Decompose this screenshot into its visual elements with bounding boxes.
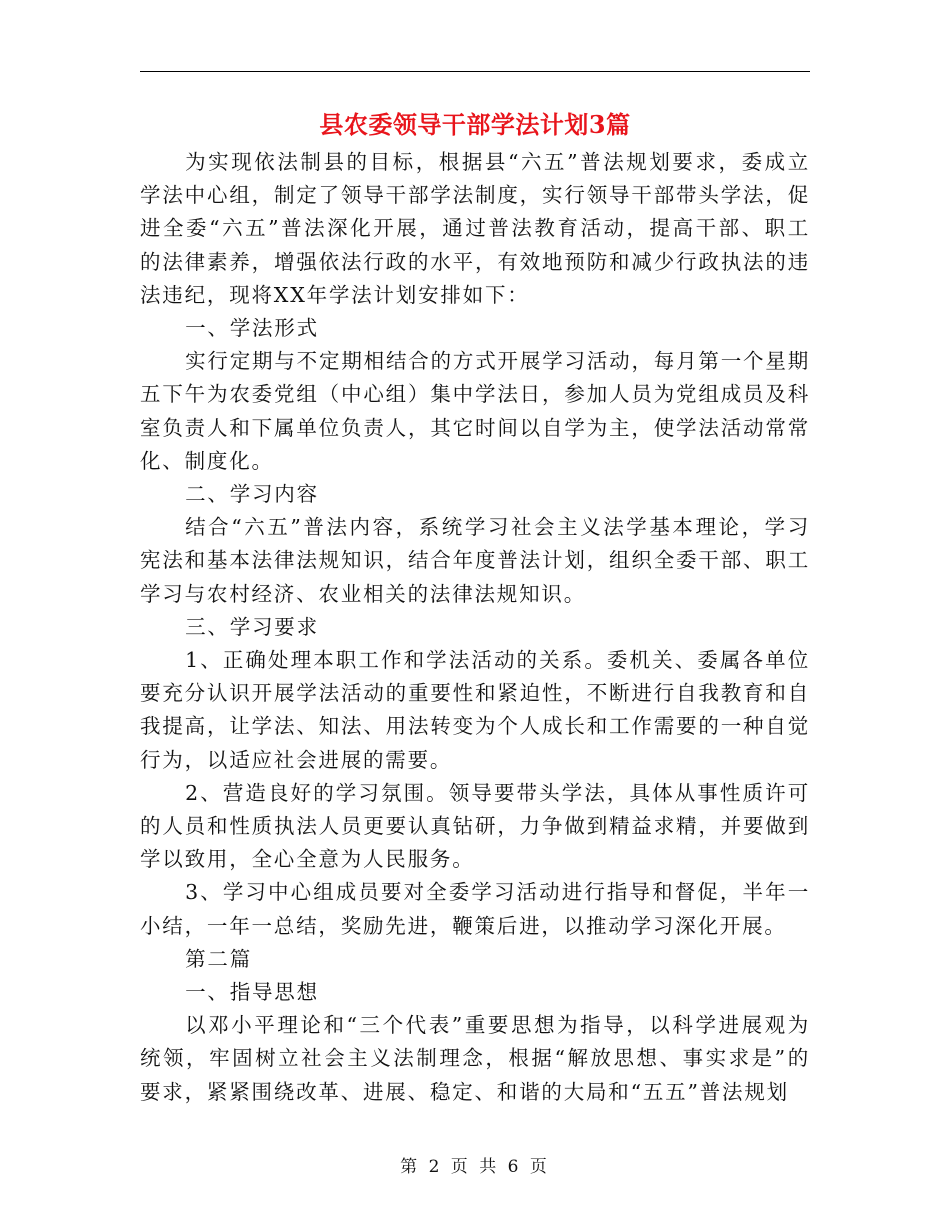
paragraph: 3、学习中心组成员要对全委学习活动进行指导和督促，半年一小结，一年一总结，奖励先进，鞭策后进，以推动学习深化开展。	[140, 880, 810, 938]
paragraph: 结合“六五”普法内容，系统学习社会主义法学基本理论，学习宪法和基本法律法规知识，结合年度普法计划，组织全委干部、职工学习与农村经济、农业相关的法律法规知识。	[140, 515, 810, 606]
paragraph: 以邓小平理论和“三个代表”重要思想为指导，以科学进展观为统领，牢固树立社会主义法制理念，根据“解放思想、事实求是”的要求，紧紧围绕改革、进展、稳定、和谐的大局和“五五”普法规划	[140, 1013, 810, 1104]
header-rule	[140, 71, 810, 72]
paragraph: 1、正确处理本职工作和学法活动的关系。委机关、委属各单位要充分认识开展学法活动的重要性和紧迫性，不断进行自我教育和自我提高，让学法、知法、用法转变为个人成长和工作需要的一种自觉行为，以适应社会进展的需要。	[140, 648, 810, 772]
document-body	[140, 146, 810, 1109]
paragraph: 为实现依法制县的目标，根据县“六五”普法规划要求，委成立学法中心组，制定了领导干部学法制度，实行领导干部带头学法，促进全委“六五”普法深化开展，通过普法教育活动，提高干部、职工的法律素养，增强依法行政的水平，有效地预防和减少行政执法的违法违纪，现将XX年学法计划安排如下：	[140, 150, 810, 307]
section-heading: 二、学习内容	[185, 482, 319, 507]
paragraph: 2、营造良好的学习氛围。领导要带头学法，具体从事性质许可的人员和性质执法人员更要认真钻研，力争做到精益求精，并要做到学以致用，全心全意为人民服务。	[140, 780, 810, 872]
page-number-footer: 第 2 页 共 6 页	[400, 1157, 550, 1177]
section-heading: 一、学法形式	[185, 316, 319, 341]
document-title: 县农委领导干部学法计划3篇	[319, 110, 631, 139]
section-heading: 一、指导思想	[185, 980, 319, 1005]
section-heading: 三、学习要求	[185, 614, 319, 639]
paragraph: 实行定期与不定期相结合的方式开展学习活动，每月第一个星期五下午为农委党组（中心组）集中学法日，参加人员为党组成员及科室负责人和下属单位负责人，其它时间以自学为主，使学法活动常常化、制度化。	[140, 349, 810, 473]
section-heading: 第二篇	[185, 946, 252, 971]
